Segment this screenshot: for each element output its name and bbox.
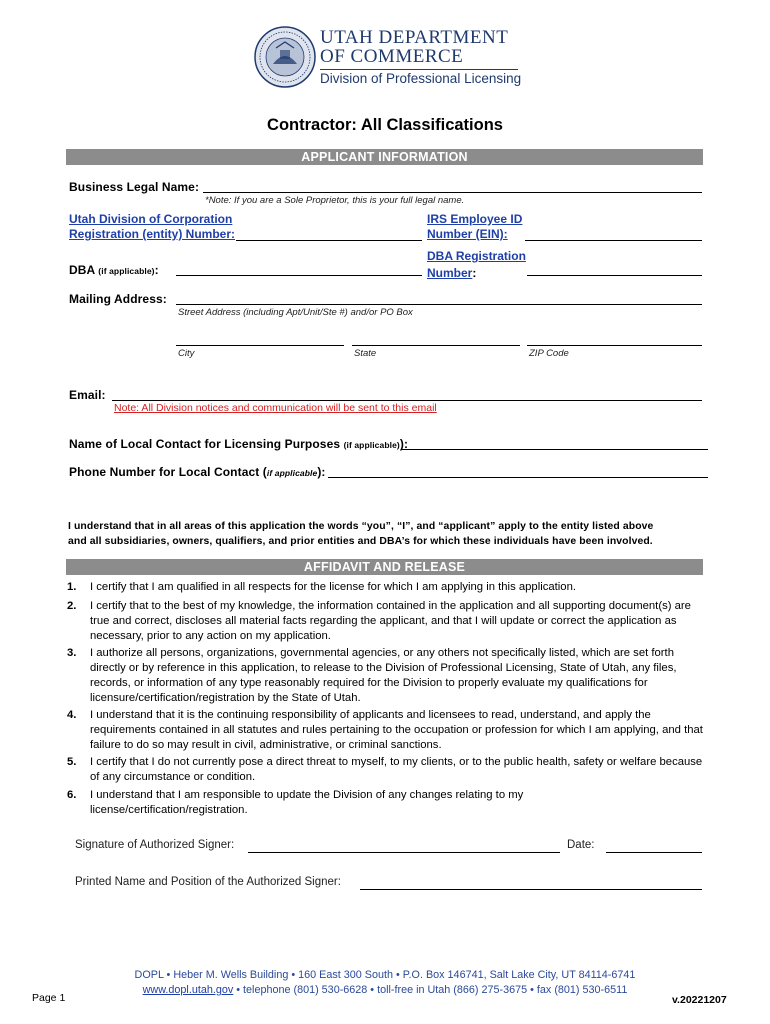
footer-website-link[interactable]: www.dopl.utah.gov bbox=[142, 984, 234, 996]
affidavit-item-number: 2. bbox=[67, 600, 77, 612]
dba-field[interactable] bbox=[176, 275, 422, 276]
business-name-field[interactable] bbox=[203, 192, 702, 193]
affidavit-item-text: I authorize all persons, organizations, governmental agencies, or any others not specifically listed, which are set forth directly or by reference in this application, to release to the Division of Professional Licensing, State of Utah, any files, records, or information of any type reasonably required for the Division to properly evaluate my qualifications for licensure/certification/registration by the State of Utah. bbox=[90, 647, 677, 704]
dba-registration-colon: : bbox=[472, 266, 477, 280]
local-phone-field[interactable] bbox=[328, 477, 708, 478]
affidavit-item-number: 3. bbox=[67, 647, 77, 659]
local-contact-qualifier: (if applicable) bbox=[343, 440, 400, 450]
email-label: Email: bbox=[69, 388, 106, 402]
dba-qualifier: (if applicable) bbox=[98, 266, 155, 276]
city-field[interactable] bbox=[176, 345, 344, 346]
street-address-field[interactable] bbox=[176, 304, 702, 305]
understanding-statement bbox=[68, 519, 653, 549]
affidavit-item-text: I certify that I do not currently pose a direct threat to myself, to my clients, or to the public health, safety or welfare because of any circumstance or condition. bbox=[90, 756, 703, 783]
ein-line1[interactable]: IRS Employee ID bbox=[427, 212, 523, 226]
affidavit-item-text: I understand that it is the continuing responsibility of applicants and licensees to read, understand, and apply the requirements contained in all statutes and rules pertaining to the occupation or profession for which I am applying, and that failure to do so may result in civil, administrative, or criminal sanctions. bbox=[90, 709, 703, 751]
mailing-address-label: Mailing Address: bbox=[69, 292, 167, 306]
dba-label-text: DBA bbox=[69, 263, 95, 277]
local-phone-qualifier: if applicable bbox=[266, 468, 318, 478]
email-note: Note: All Division notices and communication will be sent to this email bbox=[114, 402, 437, 414]
form-title: Contractor: All Classifications bbox=[267, 116, 503, 134]
affidavit-item-number: 6. bbox=[67, 789, 77, 801]
footer-contact-text: • telephone (801) 530-6628 • toll-free in Utah (866) 275-3675 • fax (801) 530-6511 bbox=[233, 984, 628, 996]
zip-field[interactable] bbox=[527, 345, 702, 346]
local-contact-colon: ): bbox=[399, 437, 409, 451]
org-name-line1: UTAH DEPARTMENT bbox=[320, 27, 509, 48]
zip-caption: ZIP Code bbox=[529, 348, 569, 359]
corp-registration-line1[interactable]: Utah Division of Corporation bbox=[69, 212, 233, 226]
state-caption: State bbox=[354, 348, 377, 359]
email-field[interactable] bbox=[112, 400, 702, 401]
city-caption: City bbox=[178, 348, 195, 359]
department-logo bbox=[254, 26, 524, 92]
state-seal-icon bbox=[254, 26, 316, 88]
affidavit-item-number: 4. bbox=[67, 709, 77, 721]
ein-label bbox=[427, 212, 522, 242]
dba-registration-field[interactable] bbox=[527, 275, 702, 276]
footer-address: DOPL • Heber M. Wells Building • 160 East 300 South • P.O. Box 146741, Salt Lake City, UT 84114-6741 bbox=[134, 969, 636, 981]
ein-field[interactable] bbox=[525, 240, 702, 241]
local-contact-label-text: Name of Local Contact for Licensing Purposes bbox=[69, 437, 341, 451]
local-phone-label bbox=[69, 465, 326, 479]
applicant-info-heading: APPLICANT INFORMATION bbox=[66, 149, 703, 165]
dba-colon: : bbox=[154, 263, 159, 277]
affidavit-item-text: I certify that to the best of my knowledge, the information contained in the application and all supporting document(s) are true and correct, discloses all material facts regarding the applicant, and that I will update or correct the application as necessary, prior to any action on my application. bbox=[90, 600, 691, 642]
division-name: Division of Professional Licensing bbox=[320, 71, 522, 86]
dba-label bbox=[69, 263, 159, 277]
understanding-line2: and all subsidiaries, owners, qualifiers, and prior entities and DBA’s for which these individuals have been involved. bbox=[68, 536, 653, 547]
affidavit-item-text: I certify that I am qualified in all respects for the license for which I am applying in this application. bbox=[90, 581, 577, 593]
printed-name-label: Printed Name and Position of the Authorized Signer: bbox=[75, 876, 341, 888]
local-phone-colon: ): bbox=[317, 465, 326, 479]
date-field[interactable] bbox=[606, 852, 702, 853]
business-name-label: Business Legal Name: bbox=[69, 180, 200, 194]
org-name-line2: OF COMMERCE bbox=[320, 46, 464, 67]
dba-registration-line1[interactable]: DBA Registration bbox=[427, 249, 526, 263]
corp-registration-line2[interactable]: Registration (entity) Number: bbox=[69, 227, 236, 241]
local-contact-field[interactable] bbox=[401, 449, 708, 450]
signature-label: Signature of Authorized Signer: bbox=[75, 839, 235, 851]
affidavit-item-number: 5. bbox=[67, 756, 77, 768]
affidavit-heading: AFFIDAVIT AND RELEASE bbox=[66, 559, 703, 575]
footer-contact bbox=[0, 984, 770, 996]
dba-registration-line2[interactable]: Number bbox=[427, 266, 473, 280]
signature-field[interactable] bbox=[248, 852, 560, 853]
corp-registration-field[interactable] bbox=[236, 240, 422, 241]
date-label: Date: bbox=[567, 839, 595, 851]
understanding-line1: I understand that in all areas of this application the words “you”, “I”, and “applicant” apply to the entity listed above bbox=[68, 521, 654, 532]
state-field[interactable] bbox=[352, 345, 520, 346]
printed-name-field[interactable] bbox=[360, 889, 702, 890]
dba-registration-label bbox=[427, 249, 526, 282]
ein-line2[interactable]: Number (EIN): bbox=[427, 227, 508, 241]
local-phone-label-text: Phone Number for Local Contact ( bbox=[69, 465, 267, 479]
street-address-caption: Street Address (including Apt/Unit/Ste #) and/or PO Box bbox=[178, 307, 413, 318]
affidavit-item-text: I understand that I am responsible to update the Division of any changes relating to my license/certification/registration. bbox=[90, 789, 524, 816]
affidavit-item-number: 1. bbox=[67, 581, 77, 593]
business-name-note: *Note: If you are a Sole Proprietor, this is your full legal name. bbox=[205, 195, 465, 206]
page-number: Page 1 bbox=[32, 992, 66, 1004]
form-version: v.20221207 bbox=[672, 994, 727, 1006]
local-contact-label bbox=[69, 437, 408, 451]
corp-registration-label bbox=[69, 212, 235, 242]
header-divider bbox=[320, 69, 518, 70]
